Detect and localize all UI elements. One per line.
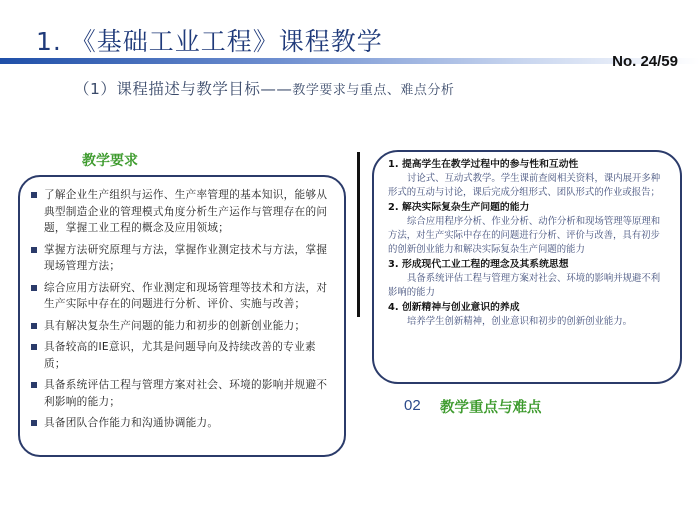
bullet-square-icon	[31, 247, 37, 253]
objectives-box	[372, 150, 682, 384]
objective-heading: 2. 解决实际复杂生产问题的能力	[388, 202, 530, 213]
objective-heading: 4. 创新精神与创业意识的养成	[388, 302, 520, 313]
subtitle-tail: 教学要求与重点、难点分析	[292, 83, 455, 98]
requirement-item: 了解企业生产组织与运作、生产率管理的基本知识，能够从典型制造企业的管理模式角度分析生产运作与管理存在的问题，掌握工业工程的概念及应用领域；	[30, 187, 332, 237]
bullet-square-icon	[31, 285, 37, 291]
requirement-item: 综合应用方法研究、作业测定和现场管理等技术和方法，对生产实际中存在的问题进行分析、评价、实施与改善；	[30, 280, 332, 313]
slide-number: No. 24/59	[612, 53, 678, 70]
objective-body: 培养学生创新精神，创业意识和初步的创新创业能力。	[407, 316, 633, 327]
requirement-item: 具备较高的IE意识，尤其是问题导向及持续改善的专业素质；	[30, 339, 332, 372]
subtitle	[74, 77, 454, 99]
requirement-item: 具有解决复杂生产问题的能力和初步的创新创业能力；	[30, 318, 332, 335]
bullet-square-icon	[31, 192, 37, 198]
title-underline-bar	[0, 58, 700, 64]
objective-body: 综合应用程序分析、作业分析、动作分析和现场管理等原理和方法，对生产实际中存在的问题进行分析、评价与改善，具有初步的创新创业能力和解决实际复杂生产问题的能力	[388, 216, 661, 255]
section-number: 02	[404, 397, 421, 414]
bullet-square-icon	[31, 420, 37, 426]
bullet-square-icon	[31, 323, 37, 329]
requirement-item: 具备团队合作能力和沟通协调能力。	[30, 415, 332, 432]
objective-heading: 1. 提高学生在教学过程中的参与性和互动性	[388, 159, 579, 170]
objective-body: 具备系统评估工程与管理方案对社会、环境的影响并规避不利影响的能力	[388, 273, 661, 298]
requirements-box	[18, 175, 346, 457]
subtitle-main: （1）课程描述与教学目标——	[74, 80, 293, 98]
requirements-heading: 教学要求	[82, 153, 138, 169]
page-title: 1. 《基础工业工程》课程教学	[36, 27, 383, 56]
objective-body: 讨论式、互动式教学。学生课前查阅相关资料，课内展开多种形式的互动与讨论，课后完成分组形式、团队形式的作业或报告；	[388, 173, 661, 198]
bullet-square-icon	[31, 382, 37, 388]
vertical-divider	[357, 152, 360, 317]
requirement-item: 掌握方法研究原理与方法，掌握作业测定技术与方法，掌握现场管理方法；	[30, 242, 332, 275]
requirement-item: 具备系统评估工程与管理方案对社会、环境的影响并规避不利影响的能力；	[30, 377, 332, 410]
bullet-square-icon	[31, 344, 37, 350]
key-points-heading: 教学重点与难点	[440, 400, 542, 416]
objective-heading: 3. 形成现代工业工程的理念及其系统思想	[388, 259, 569, 270]
